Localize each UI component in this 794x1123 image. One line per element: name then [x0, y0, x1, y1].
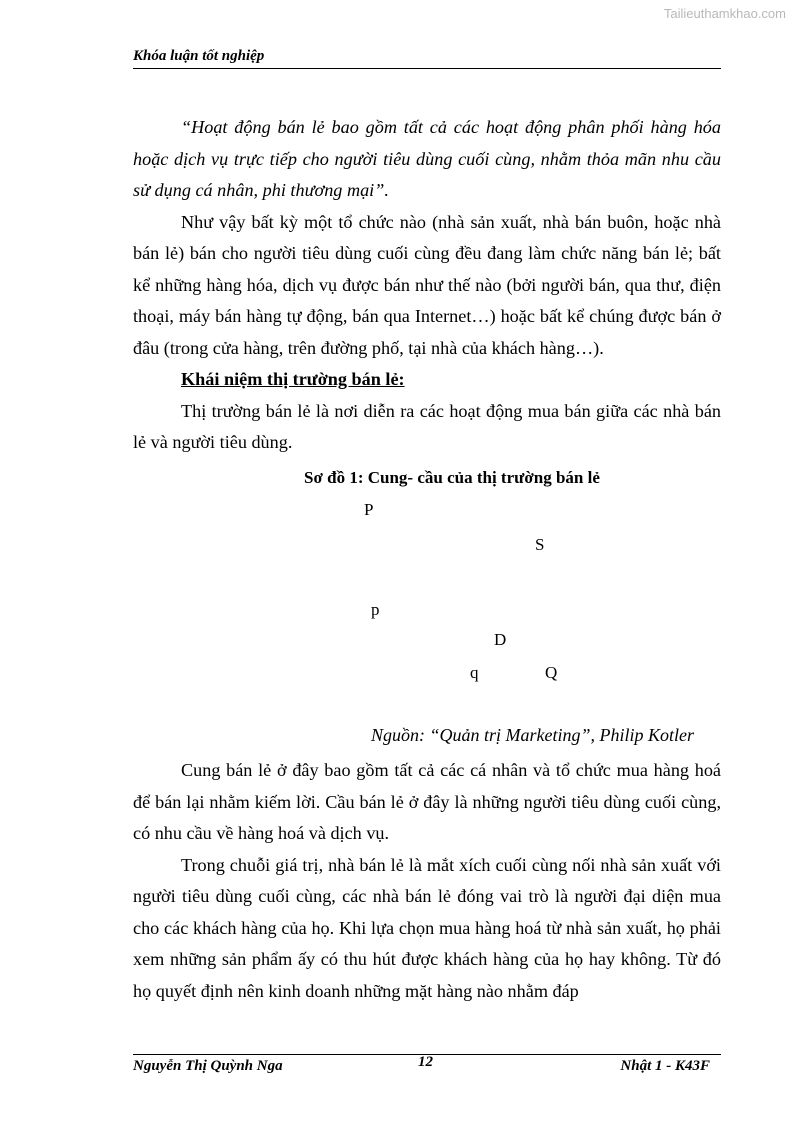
footer-author: Nguyễn Thị Quỳnh Nga — [133, 1058, 283, 1074]
heading-text: Khái niệm thị trường bán lẻ: — [181, 369, 405, 389]
diagram-label-S: S — [535, 535, 545, 554]
header-rule — [133, 68, 721, 69]
paragraph-retail-definition: Như vậy bất kỳ một tổ chức nào (nhà sản xuất, nhà bán buôn, hoặc nhà bán lẻ) bán cho người tiêu dùng cuối cùng đều đang làm chức năng bán lẻ; bất kể những hàng hóa, dịch vụ được bán như thế nào (bởi người bán, qua thư, điện thoại, máy bán hàng tự động, bán qua Internet…) hoặc bất kể chúng được bán ở đâu (trong cửa hàng, trên đường phố, tại nhà của khách hàng…). — [133, 211, 721, 358]
paragraph-value-chain: Trong chuỗi giá trị, nhà bán lẻ là mắt xích cuối cùng nối nhà sản xuất với người tiêu dùng cuối cùng, các nhà bán lẻ đóng vai trò là người đại diện mua cho các khách hàng của họ. Khi lựa chọn mua hàng hoá từ nhà sản xuất, họ phải xem những sản phẩm ấy có thu hút được khách hàng của họ hay không. Từ đó họ quyết định nên kinh doanh những mặt hàng nào nhằm đáp — [133, 854, 721, 1001]
diagram-source: Nguồn: “Quản trị Marketing”, Philip Kotler — [371, 725, 695, 745]
diagram-title: Sơ đồ 1: Cung- cầu của thị trường bán lẻ — [304, 468, 600, 487]
paragraph-retail-market: Thị trường bán lẻ là nơi diễn ra các hoạt động mua bán giữa các nhà bán lẻ và người tiêu dùng. — [133, 400, 721, 452]
quote-paragraph: “Hoạt động bán lẻ bao gồm tất cả các hoạt động phân phối hàng hóa hoặc dịch vụ trực tiếp cho người tiêu dùng cuối cùng, nhằm thỏa mãn nhu cầu sử dụng cá nhân, phi thương mại”. — [133, 117, 721, 200]
body-text-top — [133, 112, 721, 459]
diagram-label-D: D — [494, 630, 507, 649]
diagram-label-q: q — [470, 663, 479, 682]
watermark: Tailieuthamkhao.com — [663, 6, 786, 21]
diagram-label-Q: Q — [545, 663, 558, 682]
body-text-bottom — [133, 755, 721, 1007]
diagram-label-p: p — [371, 600, 380, 619]
footer-class: Nhật 1 - K43F — [620, 1058, 710, 1074]
page-number: 12 — [418, 1054, 433, 1070]
section-heading — [133, 364, 721, 396]
header-title: Khóa luận tốt nghiệp — [133, 48, 265, 64]
diagram-label-P: P — [364, 500, 374, 519]
paragraph-supply-demand: Cung bán lẻ ở đây bao gồm tất cả các cá nhân và tổ chức mua hàng hoá để bán lại nhằm kiếm lời. Cầu bán lẻ ở đây là những người tiêu dùng cuối cùng, có nhu cầu về hàng hoá và dịch vụ. — [133, 760, 721, 843]
